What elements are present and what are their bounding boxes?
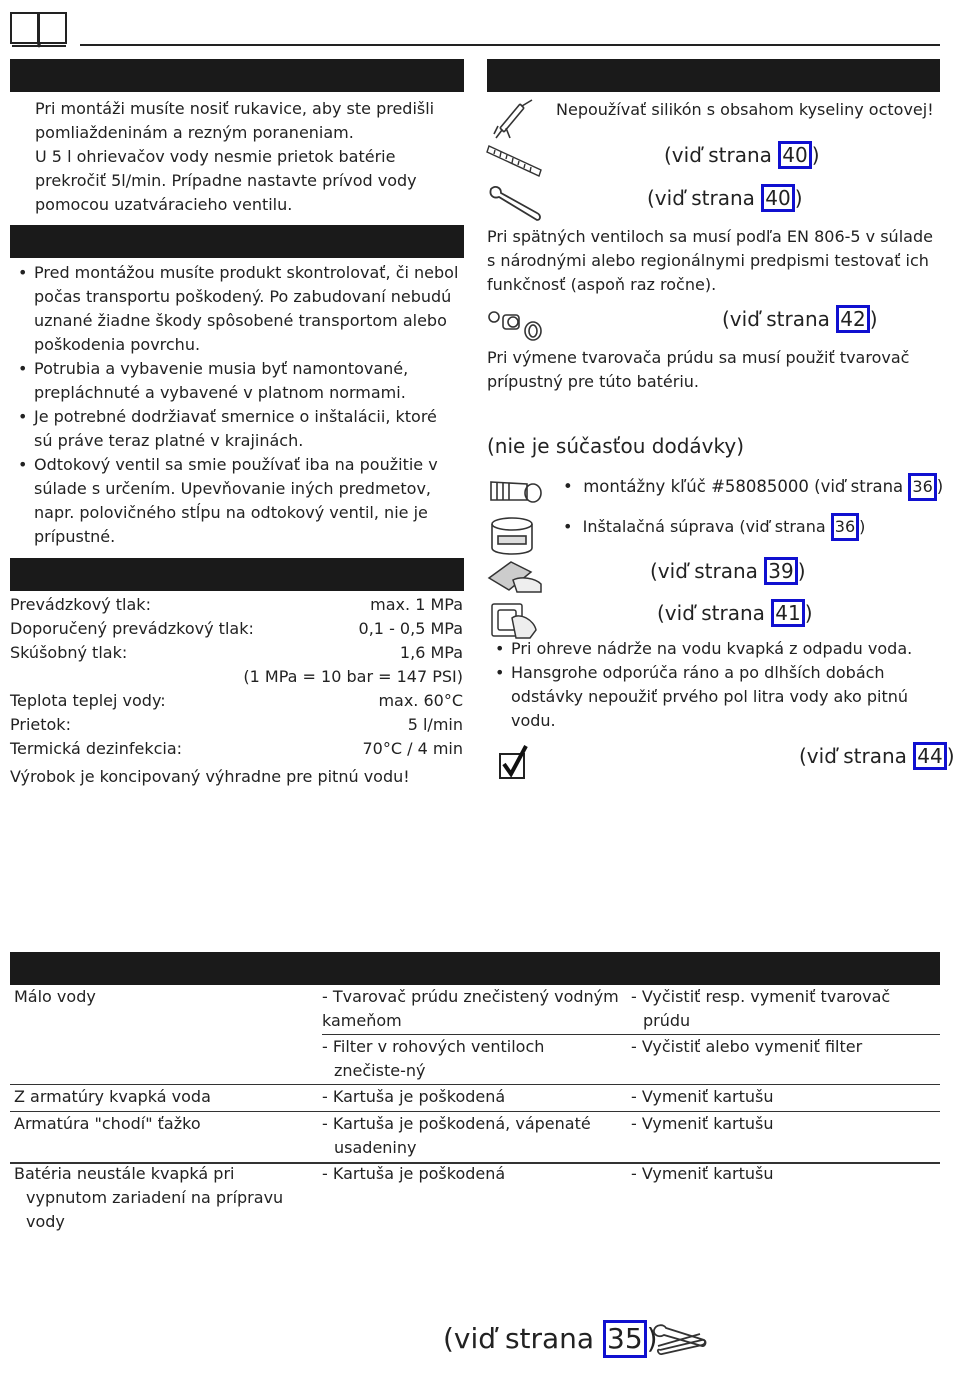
tech-value: 1,6 MPa <box>399 643 463 662</box>
tips-list <box>487 637 922 733</box>
aerator-text: Pri výmene tvarovača prúdu sa musí použiť tvarovač prípustný pre túto batériu. <box>487 348 910 391</box>
page-ref-41 <box>657 599 813 627</box>
silicone-warning: Nepoužívať silikón s obsahom kyseliny octovej! <box>556 100 934 119</box>
ref-suffix: ) <box>859 517 866 536</box>
table-cell-remedy: - Vyčistiť resp. vymeniť tvarovač prúdu <box>631 987 891 1030</box>
section-bar-right <box>487 59 940 92</box>
tech-label: Teplota teplej vody: <box>10 691 166 710</box>
page-ref-42 <box>722 305 878 333</box>
list-item: • Odtokový ventil sa smie používať iba na použitie v súlade s určením. Upevňovanie iných predmetov, napr. polovičného stĺpu na odtokový ventil, nie je prípustné. <box>10 453 460 549</box>
not-included-heading: (nie je súčasťou dodávky) <box>487 434 745 458</box>
tech-value: max. 1 MPa <box>370 595 463 614</box>
page-ref-39 <box>650 557 806 585</box>
table-cell-cause: - Tvarovač prúdu znečistený vodným kameňom <box>322 987 619 1030</box>
accessory-label: Inštalačná súprava (viď strana <box>582 517 831 536</box>
tech-value: 0,1 - 0,5 MPa <box>358 619 463 638</box>
table-cell-problem: Armatúra "chodí" ťažko <box>14 1114 201 1133</box>
ref-suffix: ) <box>646 1322 658 1355</box>
table-cell-cause: - Kartuša je poškodená <box>322 1164 506 1183</box>
header-rule <box>80 44 940 46</box>
safety-line: pomocou uzatváracieho ventilu. <box>35 195 293 214</box>
technical-data <box>10 593 463 789</box>
ref-prefix: (viď strana <box>664 143 779 167</box>
bullet: • <box>563 477 584 496</box>
page-link[interactable]: 39 <box>764 557 797 585</box>
ref-prefix: (viď strana <box>657 601 772 625</box>
table-cell-remedy: - Vymeniť kartušu <box>631 1114 774 1133</box>
accessory-item <box>563 473 943 501</box>
accessory-item <box>563 513 865 541</box>
ref-suffix: ) <box>869 307 878 331</box>
table-cell-cause: - Kartuša je poškodená, vápenaté usadeniny <box>322 1114 591 1157</box>
tech-label: Prevádzkový tlak: <box>10 595 151 614</box>
wrench-icon <box>487 183 545 223</box>
ref-suffix: ) <box>936 477 944 496</box>
list-item: • Pri ohreve nádrže na vodu kvapká z odpadu voda. <box>487 637 922 661</box>
footer-page-ref <box>443 1320 658 1358</box>
tech-value: (1 MPa = 10 bar = 147 PSI) <box>243 667 463 686</box>
table-cell-cause: - Kartuša je poškodená <box>322 1087 506 1106</box>
ref-prefix: (viď strana <box>722 307 837 331</box>
ref-prefix: (viď strana <box>650 559 765 583</box>
tech-label: Termická dezinfekcia: <box>10 739 183 758</box>
list-item: • Potrubia a vybavenie musia byť namontované, prepláchnuté a vybavené v platnom normami. <box>10 357 460 405</box>
section-bar-safety <box>10 59 464 92</box>
installation-kit-icon <box>488 514 540 556</box>
tech-value: 70°C / 4 min <box>362 739 463 758</box>
section-bar-technical <box>10 558 464 591</box>
ref-suffix: ) <box>804 601 813 625</box>
ref-suffix: ) <box>794 186 803 210</box>
safety-line: Pri montáži musíte nosiť rukavice, aby ste predišli <box>35 99 435 118</box>
mounting-key-icon <box>487 474 545 510</box>
table-cell-problem: Z armatúry kvapká voda <box>14 1087 211 1106</box>
ref-prefix: (viď strana <box>647 186 762 210</box>
table-cell-remedy: - Vymeniť kartušu <box>631 1164 774 1183</box>
safety-line: U 5 l ohrievačov vody nesmie prietok batérie <box>35 147 396 166</box>
page-link[interactable]: 36 <box>831 513 859 541</box>
list-item: • Pred montážou musíte produkt skontrolovať, či nebol počas transportu poškodený. Po zabudovaní nebudú uznané žiadne škody spôsobené transportom alebo poškodenia povrchu. <box>10 261 460 357</box>
page-link[interactable]: 40 <box>761 184 794 212</box>
book-icon <box>10 12 68 48</box>
bullet: • <box>563 517 583 536</box>
tech-label: Doporučený prevádzkový tlak: <box>10 619 254 638</box>
page-ref-40b <box>647 184 803 212</box>
tech-note: Výrobok je koncipovaný výhradne pre pitnú vodu! <box>10 767 410 786</box>
installation-notes <box>10 261 460 549</box>
page-link[interactable]: 42 <box>836 305 869 333</box>
table-cell-remedy: - Vyčistiť alebo vymeniť filter <box>631 1037 863 1056</box>
ref-prefix: (viď strana <box>799 744 914 768</box>
list-item: • Je potrebné dodržiavať smernice o inštalácii, ktoré sú práve teraz platné v krajinách. <box>10 405 460 453</box>
tech-label: Prietok: <box>10 715 71 734</box>
page-link[interactable]: 44 <box>913 742 946 770</box>
safety-line: prekročiť 5l/min. Prípadne nastavte prívod vody <box>35 171 417 190</box>
page-link[interactable]: 36 <box>908 473 936 501</box>
section-bar-troubleshooting <box>10 952 940 985</box>
operating-hand-icon <box>490 598 540 640</box>
page-link[interactable]: 41 <box>771 599 804 627</box>
accessory-label: montážny kľúč #58085000 (viď strana <box>583 477 909 496</box>
page-link[interactable]: 35 <box>603 1320 647 1358</box>
check-valve-parts-icon <box>487 307 545 343</box>
list-item: • Hansgrohe odporúča ráno a po dlhších dobách odstávky nepoužiť prvého pol litra vody ako pitnú vodu. <box>487 661 922 733</box>
page-link[interactable]: 40 <box>778 141 811 169</box>
ref-suffix: ) <box>946 744 955 768</box>
tech-value: 5 l/min <box>407 715 463 734</box>
ref-suffix: ) <box>811 143 820 167</box>
tech-value: max. 60°C <box>378 691 463 710</box>
page-ref-44 <box>799 742 955 770</box>
ref-prefix: (viď strana <box>443 1322 603 1355</box>
table-cell-remedy: - Vymeniť kartušu <box>631 1087 774 1106</box>
page-ref-40a <box>664 141 820 169</box>
ruler-icon <box>487 142 543 180</box>
cleaning-hand-icon <box>487 558 543 594</box>
tech-label: Skúšobný tlak: <box>10 643 128 662</box>
tools-icon <box>650 1320 708 1358</box>
table-cell-problem: Málo vody <box>14 987 96 1006</box>
table-cell-cause: - Filter v rohových ventiloch znečiste-ný <box>322 1037 545 1080</box>
section-bar-installation <box>10 225 464 258</box>
safety-text <box>35 97 455 217</box>
safety-line: pomliaždeninám a rezným poraneniam. <box>35 123 354 142</box>
checkbox-check-icon <box>498 744 530 782</box>
table-cell-problem: Batéria neustále kvapká pri vypnutom zariadení na prípravu vody <box>14 1164 284 1231</box>
ref-suffix: ) <box>797 559 806 583</box>
silicone-gun-icon <box>490 98 540 140</box>
check-valve-text: Pri spätných ventiloch sa musí podľa EN 806-5 v súlade s národnými alebo regionálnymi predpismi testovať ich funkčnosť (aspoň raz ročne). <box>487 227 933 294</box>
